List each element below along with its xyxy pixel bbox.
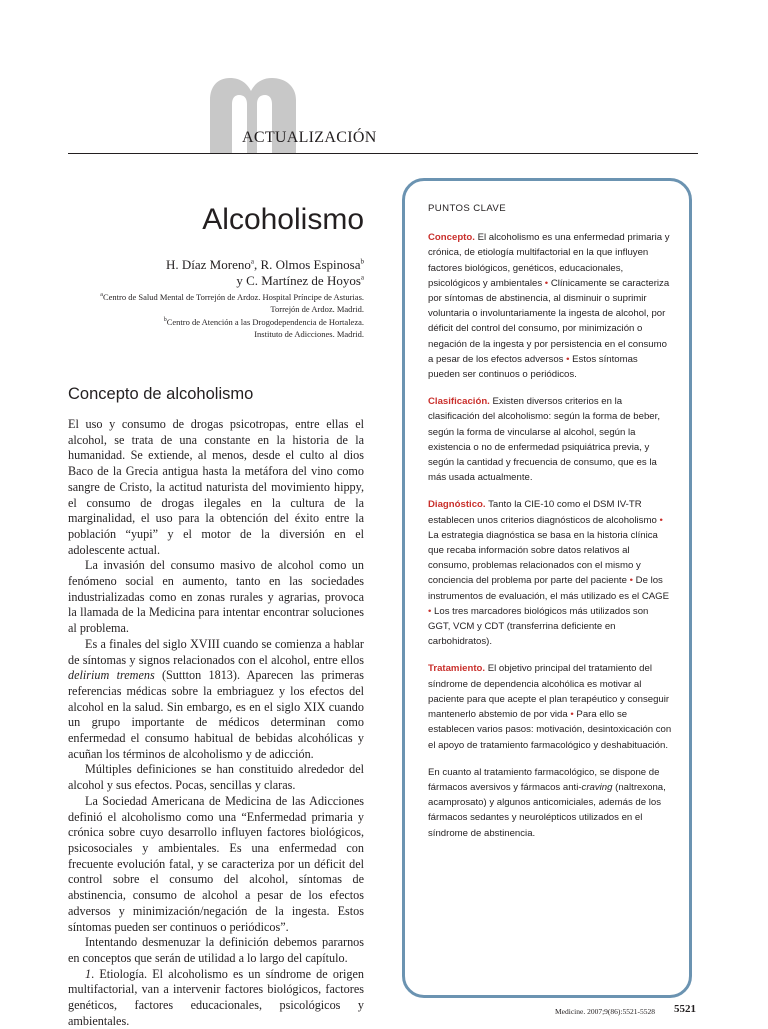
paragraph-5: La Sociedad Americana de Medicina de las Adicciones definió el alcoholismo como una “Enfermedad primaria y crónica sobre cuyo desarrollo influyen factores biológicos, psicosociales y ambientales. Es una enfermedad con frecuente evolución fatal, y se caracteriza por un déficit del control sobre el consumo del alcohol, síntomas de abstinencia, consumo de alcohol a pesar de los efectos adversos y minimización/negación de la ingesta. Estos síntomas pueden ser continuos o periódicos”. [68,793,364,934]
key-point-clasificacion: Clasificación. Existen diversos criterios en la clasificación del alcoholismo: según la forma de beber, según la forma de vincularse al alcohol, según la existencia o no de enfermedad psiquiátrica previa, y según la cantidad y frecuencia de consumo, que es la más usada actualmente. [428,396,660,484]
authors-line-1: H. Díaz Moreno$^a$, R. Olmos Espinosa$^b$ [166,257,364,272]
affiliation-b-city: Instituto de Adicciones. Madrid. [254,328,364,339]
article-body [68,417,364,1029]
key-point-tratamiento: Tratamiento. El objetivo principal del tratamiento del síndrome de dependencia alcohólica es motivar al paciente para que acepte el plan terapéutico y conseguir mantenerlo abstemio de por vida • Para ello se establecen varios pasos: motivación, desintoxicación con el apoyo de tratamiento farmacológico y deshabituación. [428,663,672,751]
authors [68,257,364,289]
section-heading: Concepto de alcoholismo [68,385,254,403]
paragraph-1: El uso y consumo de drogas psicotropas, entre ellas el alcohol, se trata de una constante en la historia de la humanidad. Se extiende, al menos, desde el culto al dios Baco de la Grecia antigua hasta la metáfora del vino como sangre de Cristo, la actitud naturista del movimiento hippy, el consumo de drogas ilegales en la cultura de la marginalidad, el uso para la obtención del éxito entre la población “yupi” y el motor de la diversión en el adolescente actual. [68,417,364,557]
bullet-icon: • [570,709,574,721]
section-label: ACTUALIZACIÓN [242,129,377,146]
bullet-icon: • [544,277,549,289]
key-points-heading: PUNTOS CLAVE [428,203,507,214]
bullet-icon: • [428,605,432,617]
paragraph-4: Múltiples definiciones se han constituido alrededor del alcohol y sus efectos. Pocas, sencillas y claras. [68,762,364,793]
paragraph-2: La invasión del consumo masivo de alcohol como un fenómeno social en aumento, tanto en las sociedades industrializadas como en zonas rurales y agrarias, provoca la llamada de la Medicina para intentar encontrar soluciones al problema. [68,558,364,636]
bullet-icon: • [659,514,663,526]
footer-citation: Medicine. 2007;9(86):5521-5528 [555,1007,655,1016]
key-point-diagnostico: Diagnóstico. Tanto la CIE-10 como el DSM IV-TR establecen unos criterios diagnósticos de alcoholismo • La estrategia diagnóstica se basa en la historia clínica que recaba información sobre datos relativos al consumo, problemas relacionados con el mismo y conciencia del problema por parte del paciente • De los instrumentos de evaluación, el más utilizado es el CAGE • Los tres marcadores biológicos más utilizados son GGT, VCM y CDT (transferrina deficiente en carbohidratos). [428,499,670,648]
paragraph-3: Es a finales del siglo XVIII cuando se comienza a hablar de síntomas y signos relacionados con el alcohol, entre ellos delirium tremens (Suttton 1813). Aparecen las primeras referencias médicas sobre la embriaguez y los efectos del alcohol en la salud. Sin embargo, es en el siglo XIX cuando un grupo importante de médicos determinan como enfermedad el consumo habitual de bebidas alcohólicas y acuñan los términos de alcoholismo y de adicción. [68,636,364,761]
page-number: 5521 [674,1003,696,1015]
bullet-icon: • [566,353,570,365]
paragraph-7: 1. Etiología. El alcoholismo es un síndrome de origen multifactorial, van a intervenir factores biológicos, factores genéticos, factores educacionales, psicológicos y ambientales. [68,966,364,1028]
affiliations [68,291,364,340]
paragraph-6: Intentando desmenuzar la definición debemos pararnos en conceptos que serán de utilidad a lo largo del capítulo. [68,935,364,965]
header-rule [68,153,698,154]
affiliation-a: $^a$Centro de Salud Mental de Torrejón de Ardoz. Hospital Príncipe de Asturias. [100,292,364,302]
authors-line-2: y C. Martínez de Hoyos$^a$ [236,273,364,288]
affiliation-a-city: Torrejón de Ardoz. Madrid. [270,304,364,315]
affiliation-b: $^b$Centro de Atención a las Drogodependencia de Hortaleza. [163,316,364,327]
key-points-content [428,201,672,853]
key-point-concepto: Concepto. El alcoholismo es una enfermedad primaria y crónica, de etiología multifactorial en la que influyen factores biológicos, genéticos, educacionales, psicológicos y ambientales • Clínicamente se caracteriza por síntomas de abstinencia, al disminuir o suprimir voluntaria o involuntariamente la ingesta de alcohol, por déficit del control del consumo, por minimización o negación de la ingesta y por persistencia en el consumo a pesar de los efectos adversos • Estos síntomas pueden ser continuos o periódicos. [428,232,670,381]
key-point-farmacologico: En cuanto al tratamiento farmacológico, se dispone de fármacos aversivos y fármacos anti-craving (naltrexona, acamprosato) y algunos anticomiciales, además de los fármacos sedantes y neurolépticos utilizados en el síndrome de abstinencia. [428,766,666,839]
bullet-icon: • [629,575,633,587]
article-title: Alcoholismo [202,203,364,236]
